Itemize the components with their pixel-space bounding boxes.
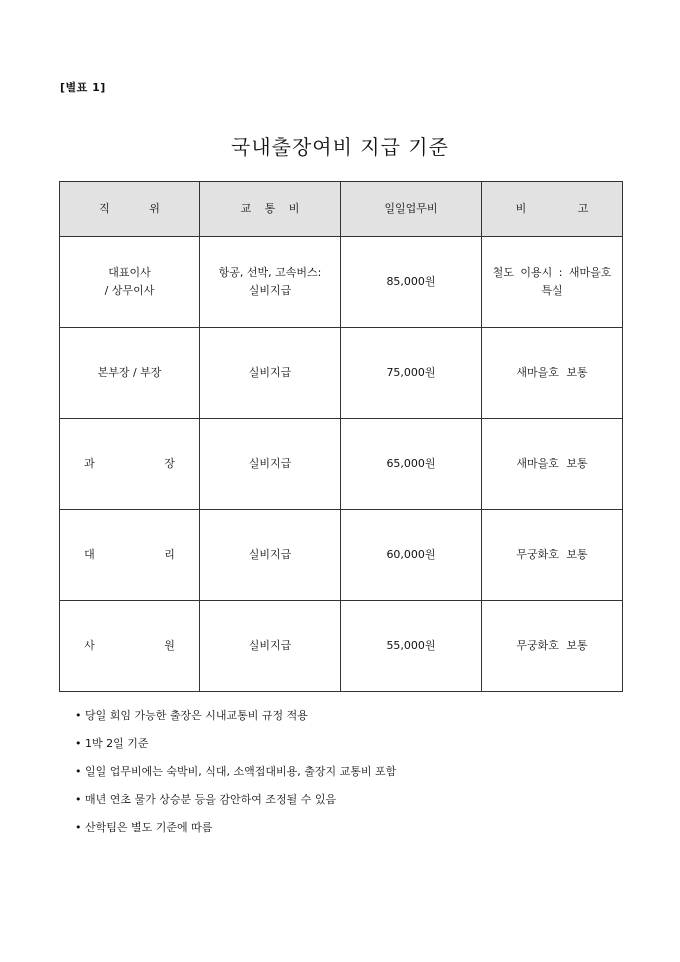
cell-transport: 실비지급 <box>200 419 341 510</box>
cell-daily: 60,000원 <box>341 510 482 601</box>
table-row <box>60 510 623 601</box>
note-text: 일일 업무비에는 숙박비, 식대, 소액접대비용, 출장지 교통비 포함 <box>85 765 397 778</box>
cell-transport: 실비지급 <box>200 328 341 419</box>
note-text: 당일 회임 가능한 출장은 시내교통비 규정 적용 <box>85 709 308 722</box>
table-header-row <box>60 182 623 237</box>
note-item <box>75 791 396 819</box>
note-item <box>75 735 396 763</box>
cell-position: 대표이사 / 상무이사 <box>60 237 200 328</box>
bullet-icon: • <box>75 793 82 806</box>
cell-note: 철도 이용시 : 새마을호 특실 <box>482 237 623 328</box>
note-text: 매년 연초 물가 상승분 등을 감안하여 조정될 수 있음 <box>85 793 337 806</box>
cell-note: 새마을호 보통 <box>482 328 623 419</box>
table-row <box>60 419 623 510</box>
table-row <box>60 601 623 692</box>
header-position: 직 위 <box>60 182 200 237</box>
cell-note: 무궁화호 보통 <box>482 510 623 601</box>
note-item <box>75 763 396 791</box>
cell-daily: 85,000원 <box>341 237 482 328</box>
note-item <box>75 819 396 847</box>
header-daily: 일일업무비 <box>341 182 482 237</box>
cell-transport: 항공, 선박, 고속버스: 실비지급 <box>200 237 341 328</box>
bullet-icon: • <box>75 821 82 834</box>
table-row <box>60 328 623 419</box>
cell-daily: 65,000원 <box>341 419 482 510</box>
note-item <box>75 707 396 735</box>
note-text: 1박 2일 기준 <box>85 737 149 750</box>
cell-position: 과 장 <box>60 419 200 510</box>
appendix-label: [별표 1] <box>60 81 106 94</box>
table-row <box>60 237 623 328</box>
cell-position: 대 리 <box>60 510 200 601</box>
cell-note: 무궁화호 보통 <box>482 601 623 692</box>
cell-transport: 실비지급 <box>200 510 341 601</box>
allowance-table <box>59 181 623 692</box>
cell-note: 새마을호 보통 <box>482 419 623 510</box>
bullet-icon: • <box>75 737 82 750</box>
page-title: 국내출장여비 지급 기준 <box>231 135 449 159</box>
cell-transport: 실비지급 <box>200 601 341 692</box>
bullet-icon: • <box>75 765 82 778</box>
cell-daily: 75,000원 <box>341 328 482 419</box>
header-transport: 교 통 비 <box>200 182 341 237</box>
cell-daily: 55,000원 <box>341 601 482 692</box>
header-note: 비 고 <box>482 182 623 237</box>
bullet-icon: • <box>75 709 82 722</box>
note-text: 산학팀은 별도 기준에 따름 <box>85 821 213 834</box>
cell-position: 사 원 <box>60 601 200 692</box>
table-body <box>60 237 623 692</box>
cell-position: 본부장 / 부장 <box>60 328 200 419</box>
notes-list <box>75 707 396 847</box>
